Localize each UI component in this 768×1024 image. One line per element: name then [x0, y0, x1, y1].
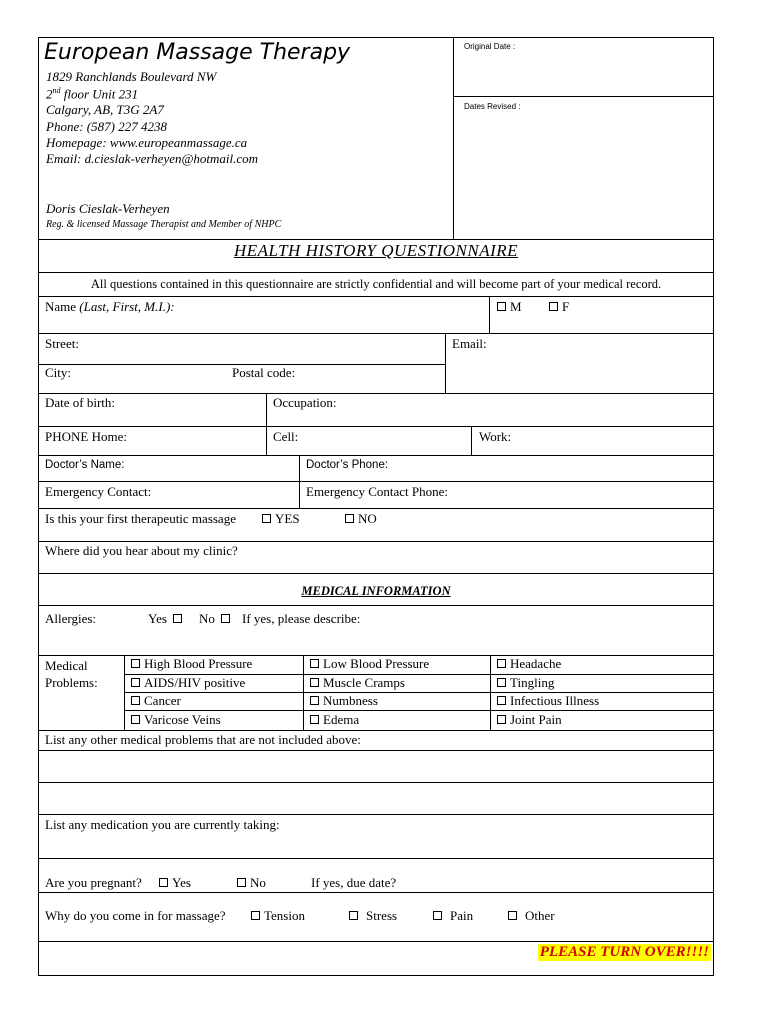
- checkbox-icon: [508, 911, 517, 920]
- other-problems-field-1[interactable]: [39, 751, 713, 782]
- problem-edema[interactable]: Edema: [310, 713, 359, 728]
- allergies-label: Allergies:: [45, 611, 97, 626]
- first-massage-label: Is this your first therapeutic massage: [45, 511, 236, 526]
- city-label: City:: [45, 365, 72, 380]
- why-massage-label: Why do you come in for massage?: [45, 908, 226, 923]
- cell-label: Cell:: [273, 429, 299, 444]
- email-field-label: Email:: [452, 336, 487, 351]
- other-problems-field-2[interactable]: [39, 783, 713, 814]
- confidential-note: All questions contained in this questionnaire are strictly confidential and will become part of your medical record.: [90, 277, 662, 291]
- address-line-2: 2nd floor Unit 231: [46, 86, 139, 102]
- please-turn-over-note: PLEASE TURN OVER!!!!: [539, 944, 709, 960]
- checkbox-icon: [131, 696, 140, 705]
- emergency-phone-label: Emergency Contact Phone:: [306, 484, 449, 499]
- homepage-line: Homepage: www.europeanmassage.ca: [46, 135, 248, 150]
- checkbox-icon: [497, 696, 506, 705]
- checkbox-icon: [310, 678, 319, 687]
- problem-tingling[interactable]: Tingling: [497, 676, 554, 691]
- checkbox-icon: [251, 911, 260, 920]
- checkbox-icon: [131, 715, 140, 724]
- why-other-checkbox[interactable]: Other: [508, 909, 555, 924]
- why-pain-checkbox[interactable]: Pain: [433, 909, 473, 924]
- checkbox-icon: [310, 659, 319, 668]
- dates-revised-label: Dates Revised :: [464, 102, 521, 111]
- problem-joint-pain[interactable]: Joint Pain: [497, 713, 562, 728]
- checkbox-icon: [237, 878, 246, 887]
- problem-cancer[interactable]: Cancer: [131, 694, 181, 709]
- hear-about-label: Where did you hear about my clinic?: [45, 543, 238, 558]
- checkbox-icon: [497, 659, 506, 668]
- occupation-label: Occupation:: [273, 395, 337, 410]
- checkbox-icon: [173, 614, 182, 623]
- sex-checkbox-f[interactable]: F: [549, 300, 569, 315]
- first-massage-yes-checkbox[interactable]: YES: [262, 512, 300, 527]
- medication-label: List any medication you are currently taking:: [45, 817, 280, 832]
- problem-muscle-cramps[interactable]: Muscle Cramps: [310, 676, 405, 691]
- work-label: Work:: [479, 429, 512, 444]
- therapist-name: Doris Cieslak-Verheyen: [46, 201, 170, 216]
- name-label: Name (Last, First, M.I.):: [45, 299, 175, 314]
- problem-varicose-veins[interactable]: Varicose Veins: [131, 713, 221, 728]
- doctor-name-label: Doctor’s Name:: [45, 459, 125, 471]
- address-line-3: Calgary, AB, T3G 2A7: [46, 102, 164, 117]
- why-tension-checkbox[interactable]: Tension: [251, 909, 305, 924]
- checkbox-icon: [497, 678, 506, 687]
- problem-headache[interactable]: Headache: [497, 657, 561, 672]
- original-date-label: Original Date :: [464, 42, 516, 51]
- sex-checkbox-m[interactable]: M: [497, 300, 522, 315]
- checkbox-icon: [349, 911, 358, 920]
- problem-low-blood-pressure[interactable]: Low Blood Pressure: [310, 657, 429, 672]
- postal-code-label: Postal code:: [232, 365, 296, 380]
- due-date-label: If yes, due date?: [311, 875, 397, 890]
- checkbox-icon: [497, 715, 506, 724]
- checkbox-icon: [159, 878, 168, 887]
- medical-problems-label: Medical Problems:: [45, 658, 98, 690]
- medical-section-title: MEDICAL INFORMATION: [301, 584, 451, 598]
- allergies-no-checkbox[interactable]: No: [199, 612, 234, 627]
- checkbox-icon: [433, 911, 442, 920]
- checkbox-icon: [345, 514, 354, 523]
- problem-numbness[interactable]: Numbness: [310, 694, 378, 709]
- phone-home-label: PHONE Home:: [45, 429, 127, 444]
- pregnant-label: Are you pregnant?: [45, 875, 142, 890]
- pregnant-yes-checkbox[interactable]: Yes: [159, 876, 191, 891]
- street-label: Street:: [45, 336, 79, 351]
- problem-aids-hiv[interactable]: AIDS/HIV positive: [131, 676, 245, 691]
- checkbox-icon: [131, 678, 140, 687]
- emergency-contact-label: Emergency Contact:: [45, 484, 152, 499]
- allergies-describe-label: If yes, please describe:: [242, 611, 361, 626]
- dob-label: Date of birth:: [45, 395, 116, 410]
- allergies-yes-checkbox[interactable]: Yes: [148, 612, 186, 627]
- business-name: European Massage Therapy: [44, 40, 351, 65]
- problem-infectious-illness[interactable]: Infectious Illness: [497, 694, 599, 709]
- checkbox-icon: [310, 696, 319, 705]
- address-line-1: 1829 Ranchlands Boulevard NW: [46, 69, 217, 84]
- checkbox-icon: [549, 302, 558, 311]
- checkbox-icon: [262, 514, 271, 523]
- checkbox-icon: [497, 302, 506, 311]
- form-title: HEALTH HISTORY QUESTIONNAIRE: [233, 241, 519, 260]
- checkbox-icon: [131, 659, 140, 668]
- email-line: Email: d.cieslak-verheyen@hotmail.com: [46, 151, 259, 166]
- checkbox-icon: [310, 715, 319, 724]
- pregnant-no-checkbox[interactable]: No: [237, 876, 266, 891]
- first-massage-no-checkbox[interactable]: NO: [345, 512, 377, 527]
- phone-line: Phone: (587) 227 4238: [46, 119, 167, 134]
- other-problems-label: List any other medical problems that are not included above:: [45, 732, 361, 747]
- why-stress-checkbox[interactable]: Stress: [349, 909, 397, 924]
- therapist-credentials: Reg. & licensed Massage Therapist and Member of NHPC: [46, 219, 282, 230]
- checkbox-icon: [221, 614, 230, 623]
- problem-high-blood-pressure[interactable]: High Blood Pressure: [131, 657, 252, 672]
- doctor-phone-label: Doctor’s Phone:: [306, 459, 389, 471]
